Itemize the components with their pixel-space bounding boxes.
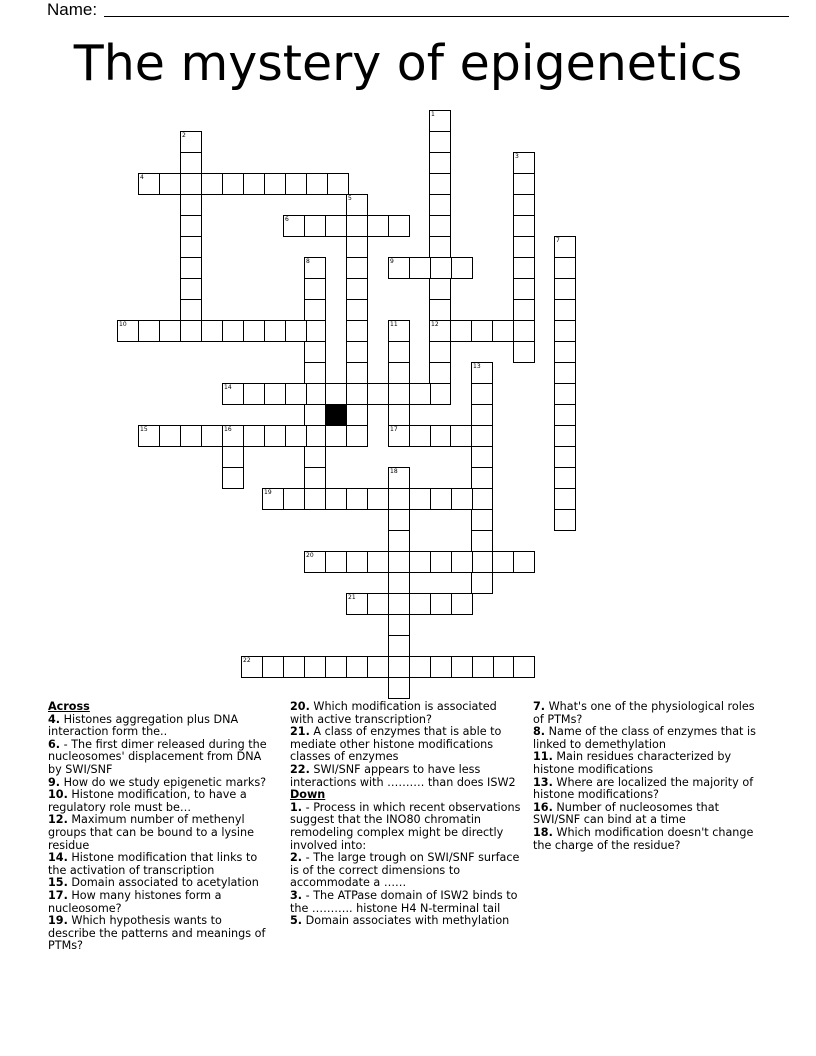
clue-number: 1 [431,111,435,118]
crossword-cell[interactable] [429,194,451,216]
crossword-cell[interactable] [346,194,368,216]
crossword-cell[interactable] [346,551,368,573]
crossword-cell[interactable] [222,320,244,342]
clue-column-1 [48,701,273,953]
crossword-cell[interactable] [554,467,576,489]
crossword-cell[interactable] [429,320,451,342]
crossword-cell[interactable] [492,320,514,342]
crossword-cell[interactable] [554,236,576,258]
crossword-cell[interactable] [285,173,307,195]
crossword-cell[interactable] [285,425,307,447]
clue-down-8: 8. Name of the class of enzymes that is linked to demethylation [533,725,756,751]
crossword-cell[interactable] [450,425,472,447]
crossword-cell[interactable] [554,278,576,300]
crossword-cell[interactable] [304,362,326,384]
crossword-cell[interactable] [513,299,535,321]
crossword-cell[interactable] [180,152,202,174]
crossword-cell[interactable] [283,656,305,678]
crossword-cell[interactable] [138,173,160,195]
crossword-cell[interactable] [346,404,368,426]
crossword-cell[interactable] [325,425,347,447]
clue-down-2: 2. - The large trough on SWI/SNF surface is of the correct dimensions to accommodate a …… [290,851,520,890]
clue-down-3: 3. - The ATPase domain of ISW2 binds to the ……….. histone H4 N-terminal tail [290,888,518,915]
crossword-cell[interactable] [304,383,326,405]
crossword-cell[interactable] [304,551,326,573]
crossword-cell[interactable] [471,446,493,468]
crossword-cell[interactable] [388,635,410,657]
crossword-cell[interactable] [492,551,514,573]
clue-down-5: 5. Domain associates with methylation [290,914,510,928]
crossword-cell[interactable] [180,236,202,258]
down-heading: Down [290,788,326,802]
crossword-cell[interactable] [409,593,431,615]
crossword-cell[interactable] [201,425,223,447]
name-label: Name: [47,0,98,19]
crossword-cell[interactable] [513,236,535,258]
crossword-cell[interactable] [159,173,181,195]
crossword-cell[interactable] [451,488,473,510]
crossword-cell[interactable] [388,320,410,342]
crossword-cell[interactable] [159,425,181,447]
clue-number: 11 [390,321,398,328]
crossword-cell[interactable] [388,551,410,573]
crossword-cell[interactable] [346,341,368,363]
crossword-cell[interactable] [367,551,389,573]
crossword-cell[interactable] [388,257,410,279]
crossword-cell[interactable] [180,194,202,216]
crossword-cell[interactable] [513,257,535,279]
crossword-cell[interactable] [471,425,493,447]
clue-number: 5 [348,195,352,202]
crossword-cell[interactable] [471,488,493,510]
crossword-cell[interactable] [388,614,410,636]
crossword-cell[interactable] [554,383,576,405]
clue-number: 21 [348,594,356,601]
crossword-cell[interactable] [471,404,493,426]
crossword-cell[interactable] [222,173,244,195]
crossword-cell[interactable] [304,341,326,363]
crossword-cell[interactable] [325,656,347,678]
crossword-cell[interactable] [429,383,451,405]
crossword-cell[interactable] [430,488,452,510]
clue-down-7: 7. What's one of the physiological roles of PTMs? [533,700,755,726]
crossword-cell[interactable] [388,215,410,237]
crossword-cell[interactable] [388,572,410,594]
crossword-cell[interactable] [346,383,368,405]
crossword-cell[interactable] [367,215,389,237]
crossword-cell[interactable] [471,530,493,552]
clue-number: 9 [390,258,394,265]
crossword-cell[interactable] [471,320,493,342]
crossword-cell[interactable] [117,320,139,342]
crossword-cell[interactable] [450,320,472,342]
crossword-cell[interactable] [451,257,473,279]
crossword-cell[interactable] [430,593,452,615]
clue-number: 2 [182,132,186,139]
crossword-cell[interactable] [388,425,410,447]
crossword-cell[interactable] [180,215,202,237]
crossword-cell[interactable] [409,551,431,573]
crossword-cell[interactable] [388,656,410,678]
clue-number: 20 [306,552,314,559]
crossword-cell[interactable] [451,551,473,573]
crossword-cell[interactable] [554,320,576,342]
crossword-cell[interactable] [554,404,576,426]
clue-number: 17 [390,426,398,433]
crossword-cell[interactable] [513,194,535,216]
crossword-cell[interactable] [388,383,410,405]
clue-number: 4 [140,174,144,181]
crossword-cell[interactable] [138,320,160,342]
crossword-cell[interactable] [201,320,223,342]
crossword-cell[interactable] [554,257,576,279]
crossword-cell[interactable] [513,278,535,300]
crossword-cell[interactable] [554,509,576,531]
crossword-cell[interactable] [388,530,410,552]
crossword-cell[interactable] [513,551,535,573]
crossword-cell[interactable] [327,173,349,195]
crossword-cell[interactable] [346,257,368,279]
crossword-cell[interactable] [304,257,326,279]
clue-column-3 [533,701,768,852]
crossword-cell[interactable] [471,572,493,594]
clue-across-12: 12. Maximum number of methenyl groups that can be bound to a lysine residue [48,813,254,852]
crossword-cell[interactable] [554,425,576,447]
crossword-cell[interactable] [429,236,451,258]
crossword-cell[interactable] [513,320,535,342]
crossword-cell[interactable] [304,278,326,300]
crossword-cell[interactable] [304,656,326,678]
crossword-cell[interactable] [264,383,286,405]
crossword-cell[interactable] [430,425,452,447]
crossword-cell[interactable] [451,656,473,678]
crossword-cell[interactable] [180,320,202,342]
crossword-cell[interactable] [388,404,410,426]
crossword-cell[interactable] [513,215,535,237]
crossword-cell[interactable] [243,383,265,405]
crossword-cell[interactable] [388,488,410,510]
crossword-cell[interactable] [346,278,368,300]
crossword-cell[interactable] [180,299,202,321]
crossword-cell[interactable] [451,593,473,615]
crossword-cell[interactable] [180,131,202,153]
crossword-cell[interactable] [243,425,265,447]
crossword-cell[interactable] [513,173,535,195]
crossword-cell[interactable] [367,656,389,678]
clue-across-17: 17. How many histones form a nucleosome? [48,888,222,915]
crossword-cell[interactable] [430,551,452,573]
crossword-cell[interactable] [264,320,286,342]
crossword-cell[interactable] [283,215,305,237]
crossword-cell[interactable] [429,110,451,132]
crossword-cell[interactable] [471,509,493,531]
clue-across-6: 6. - The first dimer released during the nucleosomes' displacement from DNA by SWI/SNF [48,737,267,776]
crossword-cell[interactable] [285,320,307,342]
crossword-cell[interactable] [346,299,368,321]
crossword-cell[interactable] [554,488,576,510]
clue-across-19: 19. Which hypothesis wants to describe the patterns and meanings of PTMs? [48,914,266,953]
crossword-cell[interactable] [429,299,451,321]
crossword-cell[interactable] [429,173,451,195]
crossword-cell[interactable] [513,341,535,363]
clue-across-10: 10. Histone modification, to have a regulatory role must be… [48,788,247,814]
crossword-cell[interactable] [180,278,202,300]
crossword-cell[interactable] [180,173,202,195]
crossword-cell[interactable] [346,425,368,447]
crossword-cell[interactable] [471,383,493,405]
crossword-cell[interactable] [222,446,244,468]
clue-down-1: 1. - Process in which recent observations suggest that the INO80 chromatin remodeling complex might be directly involved into: [290,800,521,852]
clue-across-21: 21. A class of enzymes that is able to mediate other histone modifications classes of enzymes [290,725,502,764]
crossword-cell[interactable] [429,362,451,384]
clue-number: 19 [264,489,272,496]
crossword-cell[interactable] [222,467,244,489]
crossword-cell[interactable] [304,425,326,447]
crossword-cell[interactable] [180,425,202,447]
crossword-cell[interactable] [241,656,263,678]
crossword-cell[interactable] [180,257,202,279]
clue-number: 14 [224,384,232,391]
crossword-cell[interactable] [409,488,431,510]
crossword-cell[interactable] [285,383,307,405]
crossword-cell[interactable] [513,656,535,678]
crossword-cell[interactable] [367,593,389,615]
crossword-cell[interactable] [325,488,347,510]
crossword-cell[interactable] [429,278,451,300]
clue-number: 10 [119,321,127,328]
crossword-cell[interactable] [430,257,452,279]
crossword-cell[interactable] [138,425,160,447]
crossword-cell[interactable] [159,320,181,342]
crossword-cell[interactable] [388,362,410,384]
crossword-cell[interactable] [262,656,284,678]
across-heading: Across [48,700,90,713]
crossword-cell[interactable] [367,488,389,510]
crossword-black-cell [325,404,347,426]
crossword-cell[interactable] [471,551,493,573]
crossword-cell[interactable] [325,551,347,573]
crossword-cell[interactable] [429,131,451,153]
crossword-cell[interactable] [471,362,493,384]
crossword-cell[interactable] [409,425,431,447]
crossword-cell[interactable] [304,215,326,237]
crossword-cell[interactable] [304,404,326,426]
crossword-cell[interactable] [429,215,451,237]
crossword-cell[interactable] [346,236,368,258]
clue-across-20: 20. Which modification is associated with active transcription? [290,700,497,726]
crossword-cell[interactable] [325,215,347,237]
clue-number: 13 [473,363,481,370]
crossword-cell[interactable] [306,173,328,195]
crossword-cell[interactable] [346,320,368,342]
clue-across-9: 9. How do we study epigenetic marks? [48,775,267,789]
crossword-cell[interactable] [262,488,284,510]
clue-number: 3 [515,153,519,160]
crossword-cell[interactable] [472,656,494,678]
clue-down-11: 11. Main residues characterized by histone modifications [533,750,732,776]
crossword-cell[interactable] [304,467,326,489]
clue-across-4: 4. Histones aggregation plus DNA interaction form the.. [48,712,239,739]
crossword-cell[interactable] [493,656,515,678]
clue-number: 6 [285,216,289,223]
crossword-cell[interactable] [304,446,326,468]
crossword-cell[interactable] [388,341,410,363]
crossword-cell[interactable] [346,362,368,384]
crossword-cell[interactable] [554,446,576,468]
crossword-cell[interactable] [388,467,410,489]
crossword-cell[interactable] [201,173,223,195]
crossword-cell[interactable] [346,593,368,615]
crossword-cell[interactable] [430,656,452,678]
crossword-cell[interactable] [388,677,410,699]
crossword-cell[interactable] [367,383,389,405]
crossword-cell[interactable] [513,152,535,174]
crossword-cell[interactable] [264,173,286,195]
crossword-cell[interactable] [471,467,493,489]
crossword-cell[interactable] [243,320,265,342]
crossword-cell[interactable] [325,383,347,405]
clue-column-2 [290,701,522,928]
clue-number: 7 [556,237,560,244]
crossword-cell[interactable] [409,383,431,405]
page-title: The mystery of epigenetics [73,35,743,92]
clue-across-15: 15. Domain associated to acetylation [48,876,259,890]
crossword-cell[interactable] [429,341,451,363]
crossword-cell[interactable] [409,656,431,678]
crossword-cell[interactable] [304,320,326,342]
clue-number: 8 [306,258,310,265]
clue-number: 16 [224,426,232,433]
crossword-cell[interactable] [304,299,326,321]
clue-across-22: 22. SWI/SNF appears to have less interactions with ………. than does ISW2 [290,762,516,789]
crossword-cell[interactable] [409,257,431,279]
crossword-cell[interactable] [222,425,244,447]
crossword-cell[interactable] [346,488,368,510]
crossword-cell[interactable] [222,383,244,405]
crossword-cell[interactable] [346,656,368,678]
crossword-cell[interactable] [429,152,451,174]
crossword-cell[interactable] [388,593,410,615]
crossword-cell[interactable] [264,425,286,447]
crossword-cell[interactable] [554,362,576,384]
crossword-cell[interactable] [243,173,265,195]
clue-down-18: 18. Which modification doesn't change the charge of the residue? [533,825,754,852]
crossword-cell[interactable] [304,488,326,510]
crossword-cell[interactable] [554,299,576,321]
clue-number: 18 [390,468,398,475]
clue-down-16: 16. Number of nucleosomes that SWI/SNF can bind at a time [533,800,719,827]
clue-number: 12 [431,321,439,328]
clue-number: 22 [243,657,251,664]
crossword-cell[interactable] [346,215,368,237]
crossword-cell[interactable] [283,488,305,510]
crossword-cell[interactable] [388,509,410,531]
clue-across-14: 14. Histone modification that links to the activation of transcription [48,851,258,877]
clue-down-13: 13. Where are localized the majority of histone modifications? [533,775,754,802]
clue-number: 15 [140,426,148,433]
crossword-cell[interactable] [554,341,576,363]
